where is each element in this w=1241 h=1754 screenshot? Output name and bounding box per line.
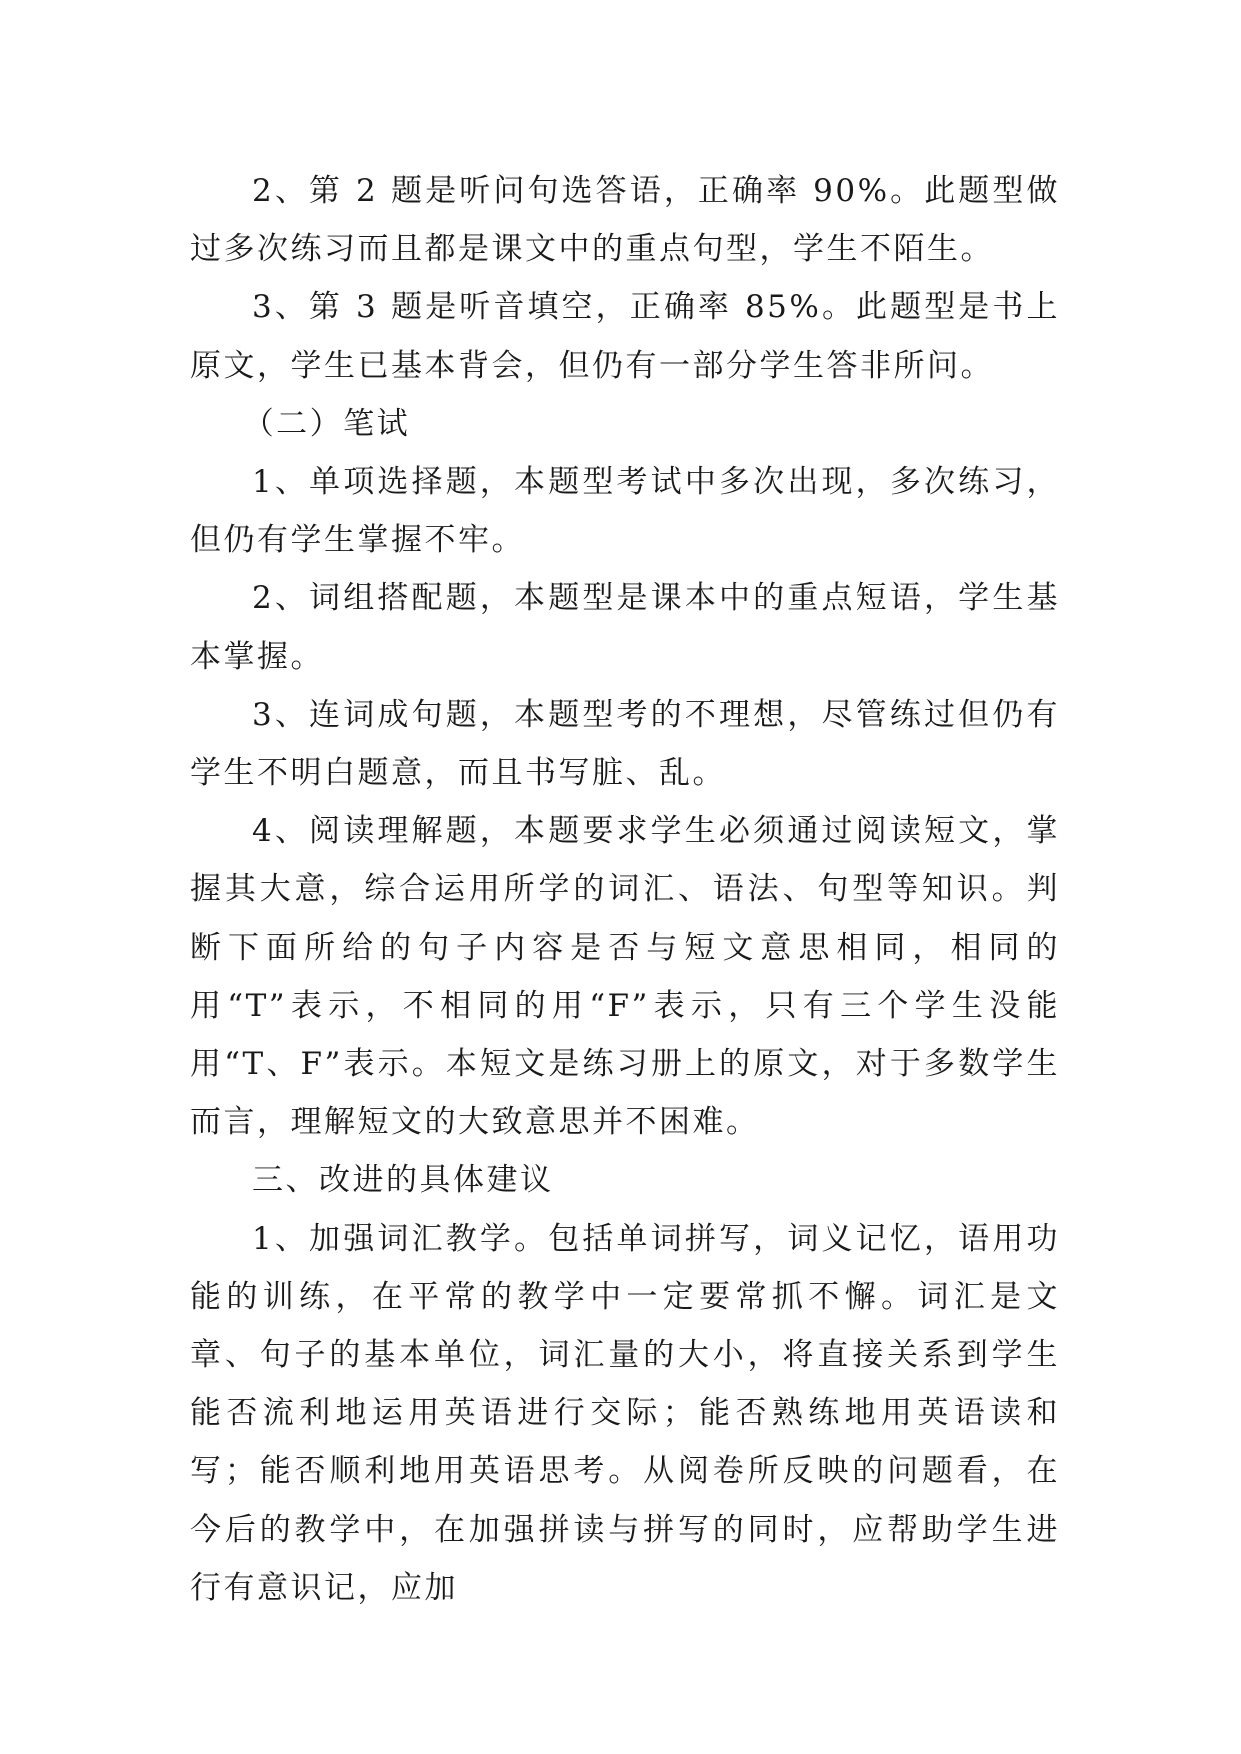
paragraph-written-q2: 2、词组搭配题，本题型是课本中的重点短语，学生基本掌握。: [190, 580, 1060, 675]
paragraph-listening-q3: 3、第 3 题是听音填空，正确率 85%。此题型是书上原文，学生已基本背会，但仍有一部分学生答非所问。: [190, 289, 1060, 384]
section-heading-suggestions: 三、改进的具体建议: [252, 1162, 554, 1199]
paragraph-written-q4: 4、阅读理解题，本题要求学生必须通过阅读短文，掌握其大意，综合运用所学的词汇、语法、句型等知识。判断下面所给的句子内容是否与短文意思相同，相同的用“T”表示，不相同的用“F”表示，只有三个学生没能用“T、F”表示。本短文是练习册上的原文，对于多数学生而言，理解短文的大致意思并不困难。: [190, 813, 1060, 1141]
paragraph-written-q1: 1、单项选择题，本题型考试中多次出现，多次练习，但仍有学生掌握不牢。: [190, 464, 1060, 559]
document-body: [190, 162, 1060, 1617]
paragraph-written-q3: 3、连词成句题，本题型考的不理想，尽管练过但仍有学生不明白题意，而且书写脏、乱。: [190, 696, 1060, 792]
paragraph-suggestion-1: 1、加强词汇教学。包括单词拼写，词义记忆，语用功能的训练，在平常的教学中一定要常抓不懈。词汇是文章、句子的基本单位，词汇量的大小，将直接关系到学生能否流利地运用英语进行交际；能否熟练地用英语读和写；能否顺利地用英语思考。从阅卷所反映的问题看，在今后的教学中，在加强拼读与拼写的同时，应帮助学生进行有意识记，应加: [190, 1220, 1060, 1606]
section-heading-written-test: （二）笔试: [242, 405, 411, 442]
paragraph-listening-q2: 2、第 2 题是听问句选答语，正确率 90%。此题型做过多次练习而且都是课文中的重点句型，学生不陌生。: [190, 173, 1060, 268]
